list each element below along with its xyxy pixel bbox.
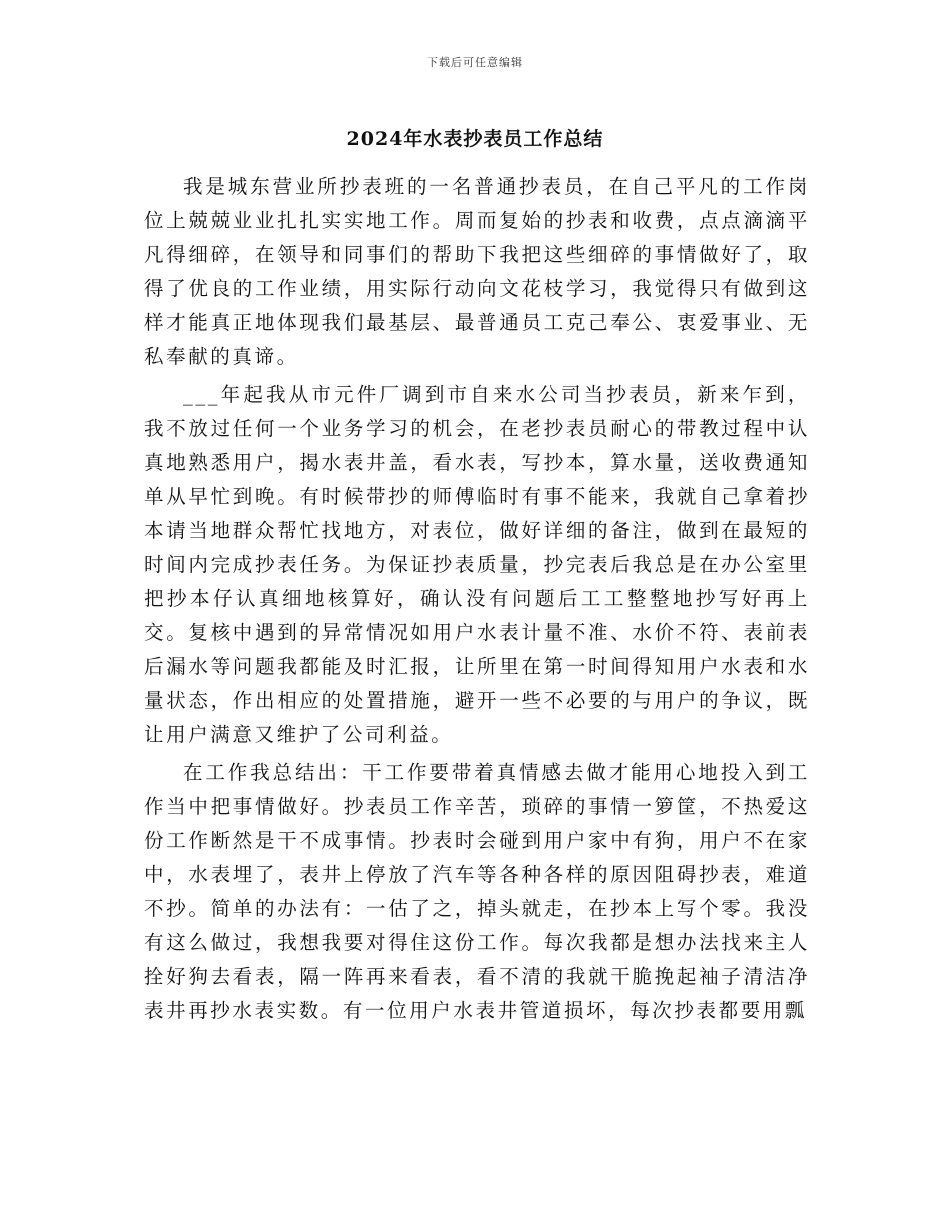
header-note: 下载后可任意编辑 [427, 56, 523, 69]
document-title: 2024年水表抄表员工作总结 [346, 128, 604, 150]
paragraph-3: 在工作我总结出：干工作要带着真情感去做才能用心地投入到工作当中把事情做好。抄表员工作辛苦，琐碎的事情一箩筐，不热爱这份工作断然是干不成事情。抄表时会碰到用户家中有狗，用户不在家中，水表埋了，表井上停放了汽车等各种各样的原因阻碍抄表，难道不抄。简单的办法有：一估了之，掉头就走，在抄本上写个零。我没有这么做过，我想我要对得住这份工作。每次我都是想办法找来主人拴好狗去看表，隔一阵再来看表，看不清的我就干脆挽起袖子清洁净表井再抄水表实数。有一位用户水表井管道损坏，每次抄表都要用瓢 [144, 761, 810, 1022]
document-body [144, 170, 810, 1028]
paragraph-1: 我是城东营业所抄表班的一名普通抄表员，在自己平凡的工作岗位上兢兢业业扎扎实实地工作。周而复始的抄表和收费，点点滴滴平凡得细碎，在领导和同事们的帮助下我把这些细碎的事情做好了，取得了优良的工作业绩，用实际行动向文花枝学习，我觉得只有做到这样才能真正地体现我们最基层、最普通员工克己奉公、衷爱事业、无私奉献的真谛。 [144, 175, 810, 368]
paragraph-2: ___年起我从市元件厂调到市自来水公司当抄表员，新来乍到，我不放过任何一个业务学习的机会，在老抄表员耐心的带教过程中认真地熟悉用户，揭水表井盖，看水表，写抄本，算水量，送收费通知单从早忙到晚。有时候带抄的师傅临时有事不能来，我就自己拿着抄本请当地群众帮忙找地方，对表位，做好详细的备注，做到在最短的时间内完成抄表任务。为保证抄表质量，抄完表后我总是在办公室里把抄本仔认真细地核算好，确认没有问题后工工整整地抄写好再上交。复核中遇到的异常情况如用户水表计量不准、水价不符、表前表后漏水等问题我都能及时汇报，让所里在第一时间得知用户水表和水量状态，作出相应的处置措施，避开一些不必要的与用户的争议，既让用户满意又维护了公司利益。 [144, 383, 810, 746]
